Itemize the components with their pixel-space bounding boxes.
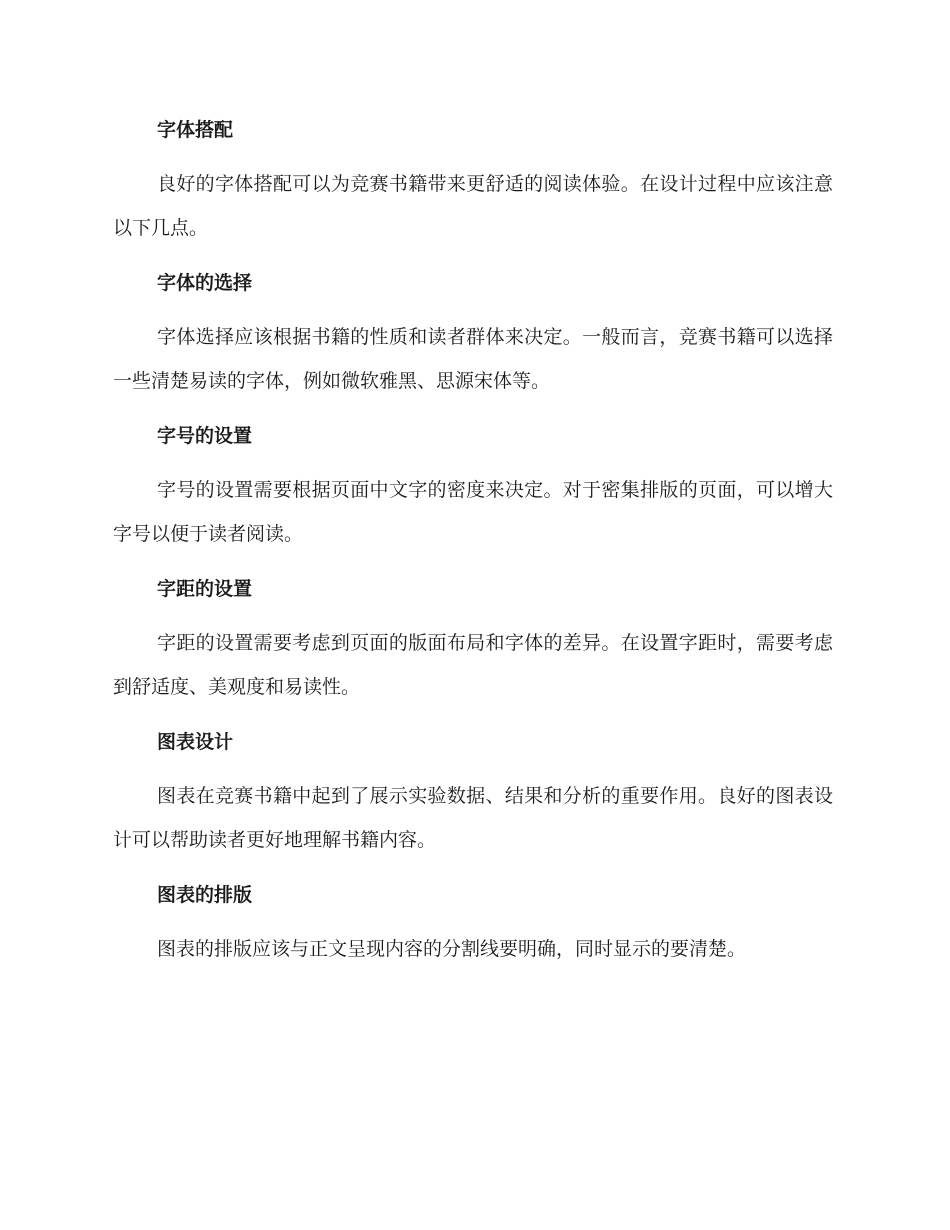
section-heading-chart-layout: 图表的排版: [157, 884, 253, 906]
section-body-font-selection: 字体选择应该根据书籍的性质和读者群体来决定。一般而言，竞赛书籍可以选择一些清楚易读的字体，例如微软雅黑、思源宋体等。: [113, 326, 833, 392]
section-heading-letter-spacing: 字距的设置: [157, 578, 253, 600]
section-heading-font-pairing: 字体搭配: [157, 119, 234, 141]
section-heading-font-size: 字号的设置: [157, 425, 253, 447]
section-body-font-size: 字号的设置需要根据页面中文字的密度来决定。对于密集排版的页面，可以增大字号以便于读者阅读。: [113, 479, 833, 545]
section-heading-font-selection: 字体的选择: [157, 272, 253, 294]
section-body-letter-spacing: 字距的设置需要考虑到页面的版面布局和字体的差异。在设置字距时，需要考虑到舒适度、美观度和易读性。: [113, 632, 833, 698]
section-body-chart-layout: 图表的排版应该与正文呈现内容的分割线要明确，同时显示的要清楚。: [157, 938, 747, 960]
section-body-font-pairing: 良好的字体搭配可以为竞赛书籍带来更舒适的阅读体验。在设计过程中应该注意以下几点。: [113, 173, 833, 239]
section-heading-chart-design: 图表设计: [157, 731, 234, 753]
section-body-chart-design: 图表在竞赛书籍中起到了展示实验数据、结果和分析的重要作用。良好的图表设计可以帮助读者更好地理解书籍内容。: [113, 785, 833, 851]
document-page: [113, 112, 833, 986]
